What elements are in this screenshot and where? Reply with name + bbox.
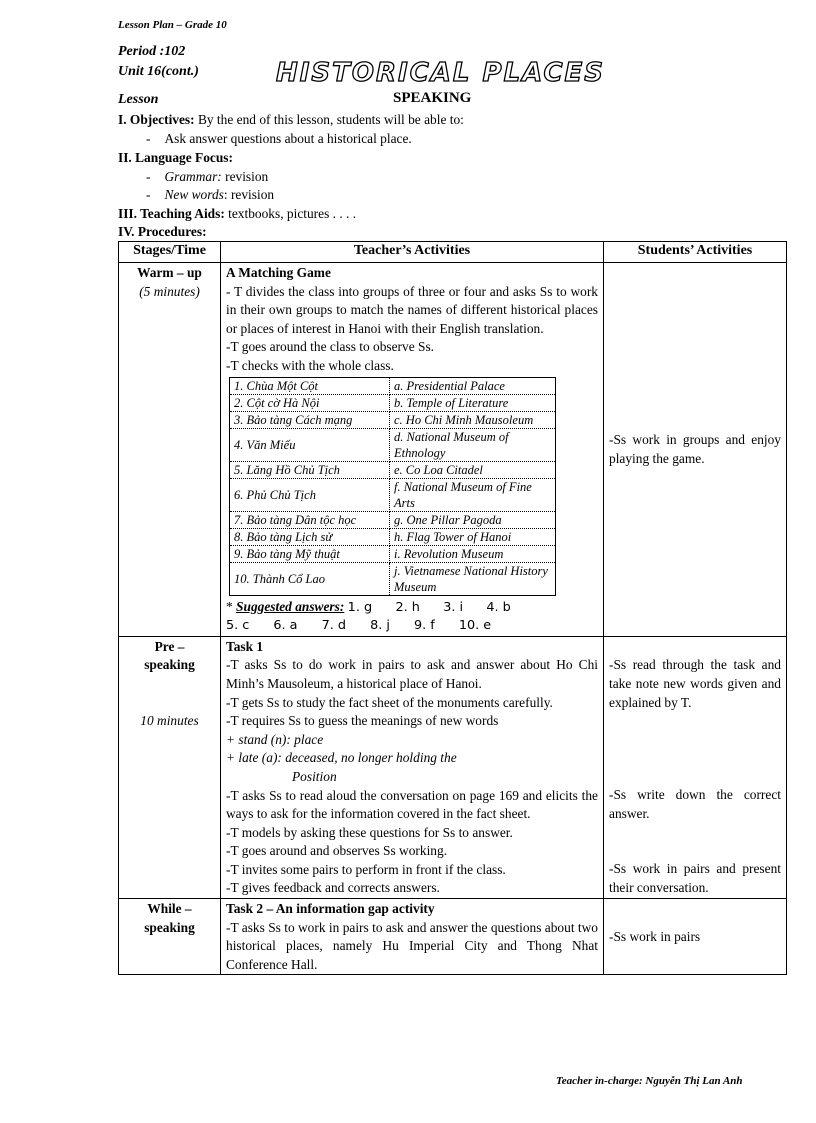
teacher-name: Nguyễn Thị Lan Anh [645, 1075, 743, 1087]
pre-p2: -T gets Ss to study the fact sheet of the monuments carefully. [226, 694, 553, 710]
suggested-answers-label: Suggested answers: [236, 598, 345, 614]
grammar-label: Grammar: [164, 169, 222, 184]
matching-english: f. National Museum of Fine Arts [390, 478, 556, 511]
pre-stage [119, 636, 221, 898]
teaching-aids-text: textbooks, pictures . . . . [224, 206, 357, 221]
answer-item: 7. d [321, 618, 347, 634]
answer-item: 5. c [226, 618, 250, 634]
matching-row [230, 545, 556, 562]
matching-english: j. Vietnamese National History Museum [394, 563, 548, 594]
pre-stage-label: Pre – [154, 638, 185, 654]
suggested-answers [226, 598, 598, 618]
lesson-label: Lesson [118, 92, 159, 107]
answer-item: 8. j [370, 618, 390, 634]
teacher-in-charge [556, 1075, 743, 1087]
unit-label: Unit 16(cont.) [118, 64, 199, 79]
matching-row [230, 428, 556, 461]
matching-english: g. One Pillar Pagoda [390, 511, 556, 528]
pre-p3: -T requires Ss to guess the meanings of new words [226, 713, 499, 729]
suggested-star: * [226, 598, 237, 614]
pre-stage-label-2: speaking [144, 657, 195, 673]
pre-p7: -T invites some pairs to perform in front if the class. [226, 861, 506, 877]
matching-vietnamese: 1. Chùa Một Cột [230, 377, 390, 394]
pre-students [604, 636, 787, 898]
answer-item: 6. a [273, 618, 298, 634]
pre-title: Task 1 [226, 638, 264, 654]
objectives-label: I. Objectives: [118, 112, 195, 127]
grammar-item: - Grammar: revision [146, 169, 269, 184]
page-title: HISTORICAL PLACES [276, 58, 606, 88]
answer-item: 3. i [443, 599, 464, 615]
period-label: Period :102 [118, 44, 186, 59]
matching-english: h. Flag Tower of Hanoi [390, 528, 556, 545]
new-words-text: : revision [223, 187, 275, 202]
new-words-label: New words [164, 187, 224, 202]
warmup-title: A Matching Game [226, 265, 331, 280]
matching-english: c. Ho Chi Minh Mausoleum [390, 411, 556, 428]
matching-vietnamese: 7. Bảo tàng Dân tộc học [230, 511, 390, 528]
matching-english: e. Co Loa Citadel [390, 461, 556, 478]
matching-vietnamese: 8. Bảo tàng Lịch sử [230, 528, 390, 545]
warmup-teacher [221, 263, 604, 637]
matching-row [230, 562, 556, 595]
teacher-label: Teacher in-charge: [556, 1075, 646, 1087]
pre-speaking-row [119, 636, 787, 898]
answer-item: 9. f [414, 618, 435, 634]
table-header-row [119, 242, 787, 263]
pre-p6: -T goes around and observes Ss working. [226, 843, 448, 859]
teaching-aids-label: III. Teaching Aids: [118, 206, 225, 221]
pre-word-1: + stand (n): place [226, 731, 324, 747]
answer-item: 10. e [458, 618, 492, 634]
pre-time: 10 minutes [140, 712, 199, 728]
matching-english: i. Revolution Museum [390, 545, 556, 562]
warmup-students [604, 263, 787, 637]
matching-english: d. National Museum of Ethnology [390, 428, 556, 461]
while-stage-label-2: speaking [144, 919, 195, 935]
pre-students-3: -Ss work in pairs and present their conversation. [609, 861, 781, 895]
while-students-text: -Ss work in pairs [609, 928, 701, 944]
matching-vietnamese: 2. Cột cờ Hà Nội [230, 394, 390, 411]
matching-row [230, 377, 556, 394]
grammar-text: revision [221, 169, 269, 184]
col-stages-time: Stages/Time [119, 242, 221, 263]
col-teacher-activities: Teacher’s Activities [221, 242, 604, 263]
warmup-time: (5 minutes) [139, 283, 200, 299]
pre-p4: -T asks Ss to read aloud the conversation on page 169 and elicits the ways to ask for the information covered in the fact sheet. [226, 787, 598, 822]
pre-word-2b: Position [292, 768, 337, 784]
while-students [604, 899, 787, 975]
procedures-label: IV. Procedures: [118, 224, 207, 239]
pre-students-2: -Ss write down the correct answer. [609, 787, 781, 821]
col-students-activities: Students’ Activities [604, 242, 787, 263]
matching-vietnamese: 3. Bảo tàng Cách mạng [230, 411, 390, 428]
matching-row [230, 528, 556, 545]
teaching-aids-line [118, 206, 356, 222]
matching-english: b. Temple of Literature [390, 394, 556, 411]
pre-p5: -T models by asking these questions for Ss to answer. [226, 824, 513, 840]
warmup-row [119, 263, 787, 637]
objective-item: - Ask answer questions about a historical place. [146, 131, 412, 146]
matching-row [230, 478, 556, 511]
matching-row [230, 511, 556, 528]
language-focus-label: II. Language Focus: [118, 150, 233, 165]
procedures-table [118, 241, 787, 975]
matching-row [230, 394, 556, 411]
matching-english: a. Presidential Palace [390, 377, 556, 394]
while-teacher [221, 899, 604, 975]
warmup-p3: -T checks with the whole class. [226, 357, 394, 373]
matching-vietnamese: 9. Bảo tàng Mỹ thuật [230, 545, 390, 562]
lesson-plan-header: Lesson Plan – Grade 10 [118, 19, 227, 31]
matching-vietnamese: 4. Văn Miếu [230, 428, 390, 461]
new-words-item: - New words: revision [146, 187, 275, 202]
objectives-line [118, 112, 464, 128]
warmup-students-text: -Ss work in groups and enjoy playing the game. [609, 432, 781, 466]
pre-students-1: -Ss read through the task and take note new words given and explained by T. [609, 657, 781, 710]
answer-item: 2. h [395, 599, 420, 615]
matching-table [229, 377, 556, 596]
pre-p8: -T gives feedback and corrects answers. [226, 880, 440, 896]
answer-item: 1. g [347, 599, 373, 615]
objectives-text: By the end of this lesson, students will be able to: [194, 112, 464, 127]
while-title: Task 2 – An information gap activity [226, 901, 435, 917]
matching-row [230, 411, 556, 428]
matching-vietnamese: 6. Phủ Chủ Tịch [230, 478, 390, 511]
answer-item: 4. b [486, 599, 511, 615]
matching-vietnamese: 5. Lăng Hồ Chủ Tịch [230, 461, 390, 478]
while-stage-label: While – [147, 901, 192, 917]
pre-teacher [221, 636, 604, 898]
pre-p1: -T asks Ss to do work in pairs to ask and answer about Ho Chi Minh’s Mausoleum, a historical place of Hanoi. [226, 657, 598, 691]
warmup-p1: - T divides the class into groups of three or four and asks Ss to work in their own groups to match the names of different historical places or places of interest in Hanoi with their English translation. [226, 283, 598, 336]
warmup-p2: -T goes around the class to observe Ss. [226, 339, 435, 355]
matching-vietnamese: 10. Thành Cổ Lao [230, 562, 390, 595]
warmup-stage-label: Warm – up [137, 265, 202, 280]
pre-word-2: + late (a): deceased, no longer holding the [226, 750, 457, 766]
objective-1: Ask answer questions about a historical place. [164, 131, 412, 146]
while-speaking-row [119, 899, 787, 975]
while-p1: -T asks Ss to work in pairs to ask and answer the questions about two historical places, namely Hu Imperial City and Thong Nhat Conference Hall. [226, 919, 598, 972]
while-stage [119, 899, 221, 975]
warmup-stage [119, 263, 221, 637]
matching-row [230, 461, 556, 478]
page-subtitle: SPEAKING [393, 90, 472, 106]
suggested-answers-line2 [226, 617, 598, 636]
